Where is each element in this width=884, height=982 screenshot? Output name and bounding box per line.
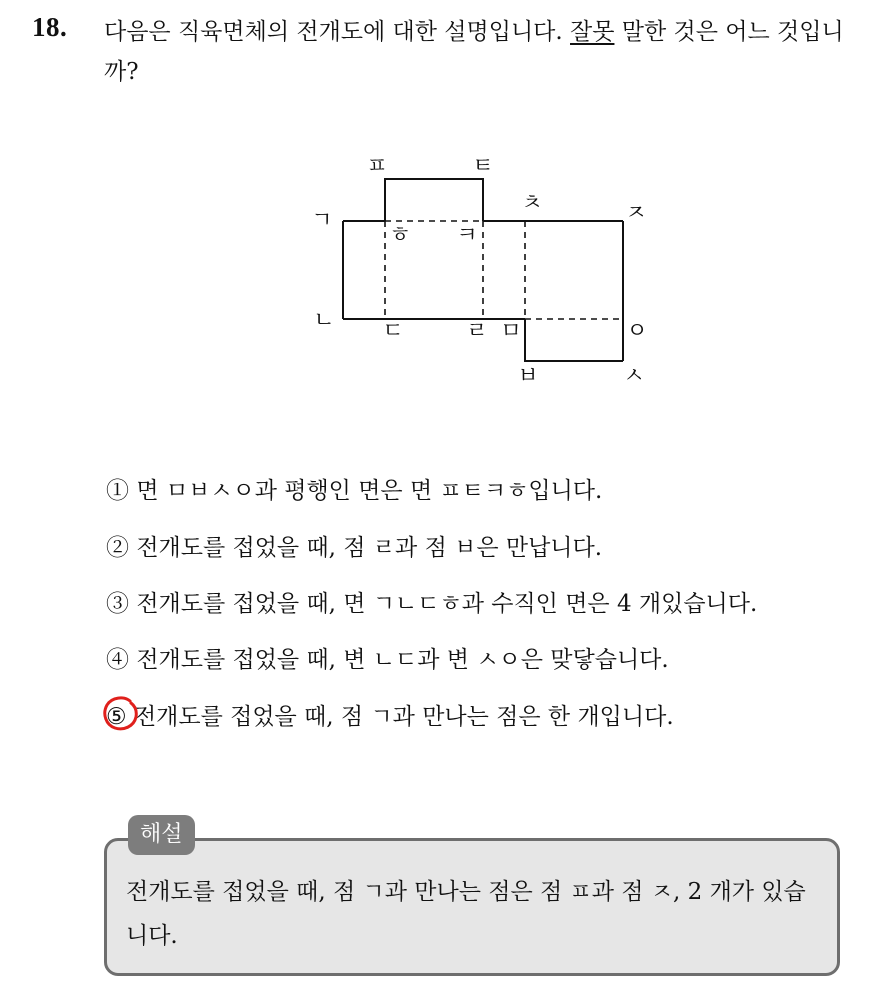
label-j: ㅈ <box>625 201 647 226</box>
choice-4[interactable] <box>106 643 669 677</box>
label-p: ㅍ <box>366 154 388 179</box>
choice-5-text: 전개도를 접었을 때, 점 ㄱ과 만나는 점은 한 개입니다. <box>133 704 674 730</box>
choice-3-number: ③ <box>106 591 129 617</box>
question-text <box>104 12 864 92</box>
question-number: 18. <box>32 12 68 42</box>
answer-mark-circle <box>100 692 142 734</box>
label-k: ㅋ <box>456 223 478 248</box>
choice-5-number-wrap <box>106 700 127 734</box>
label-h: ㅎ <box>389 223 411 248</box>
edge-top-flap <box>385 179 483 221</box>
question-text-after: 말한 것은 어느 것입니까? <box>104 19 844 85</box>
net-fold-lines <box>385 221 623 319</box>
label-d: ㄷ <box>382 319 404 344</box>
label-t: ㅌ <box>472 154 494 179</box>
choice-5[interactable] <box>106 700 674 734</box>
label-r: ㄹ <box>466 319 488 344</box>
choice-2-number: ② <box>106 535 129 561</box>
choice-1[interactable] <box>106 474 602 508</box>
choice-2[interactable] <box>106 531 602 565</box>
choice-4-text: 전개도를 접었을 때, 변 ㄴㄷ과 변 ㅅㅇ은 맞닿습니다. <box>136 647 669 673</box>
choice-2-text: 전개도를 접었을 때, 점 ㄹ과 점 ㅂ은 만납니다. <box>136 535 603 561</box>
explanation-tag: 해설 <box>128 815 195 855</box>
choice-3[interactable] <box>106 587 757 621</box>
label-n: ㄴ <box>313 308 335 333</box>
choice-1-number: ① <box>106 478 129 504</box>
net-diagram <box>300 150 660 390</box>
edge-bottom-flap <box>525 319 623 361</box>
label-ch: ㅊ <box>521 191 543 216</box>
label-g: ㄱ <box>311 208 333 233</box>
choice-4-number: ④ <box>106 647 129 673</box>
choice-1-text: 면 ㅁㅂㅅㅇ과 평행인 면은 면 ㅍㅌㅋㅎ입니다. <box>136 478 603 504</box>
label-o: ㅇ <box>626 319 648 344</box>
label-m: ㅁ <box>500 319 522 344</box>
label-s: ㅅ <box>623 364 645 389</box>
explanation-text: 전개도를 접었을 때, 점 ㄱ과 만나는 점은 점 ㅍ과 점 ㅈ, 2 개가 있습니다. <box>126 879 806 949</box>
label-b: ㅂ <box>517 364 539 389</box>
choice-3-text: 전개도를 접었을 때, 면 ㄱㄴㄷㅎ과 수직인 면은 4 개있습니다. <box>136 591 758 617</box>
choice-5-number: ⑤ <box>106 704 127 730</box>
question-text-before: 다음은 직육면체의 전개도에 대한 설명입니다. <box>104 19 571 45</box>
question-text-underlined: 잘못 <box>570 19 615 45</box>
